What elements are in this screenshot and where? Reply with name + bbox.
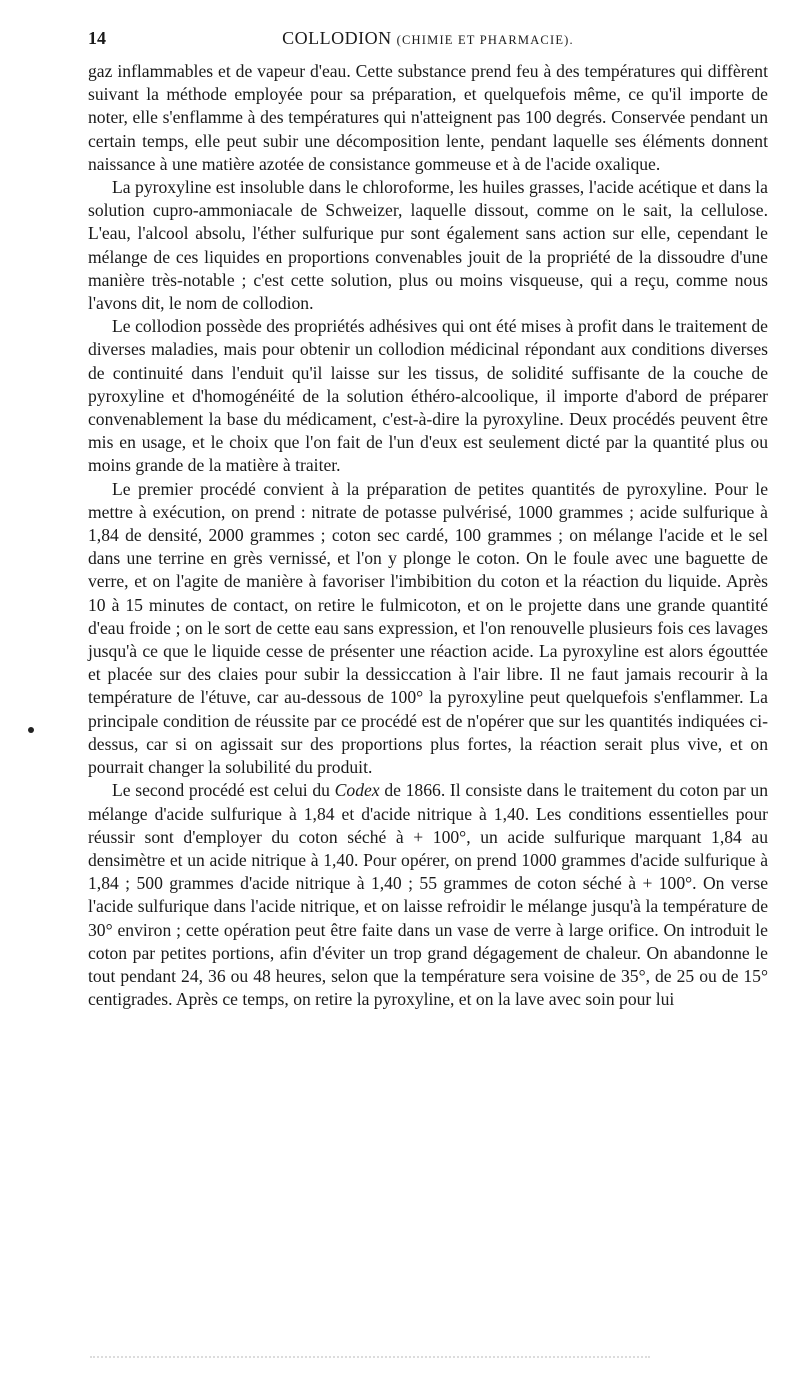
running-title [88,28,768,49]
paragraph-2: La pyroxyline est insoluble dans le chloroforme, les huiles grasses, l'acide acétique et dans la solution cupro-ammoniacale de Schweizer, laquelle dissout, comme on le sait, la cellulose. L'eau, l'alcool absolu, l'éther sulfurique pur sont également sans action sur elle, cependant le mélange de ces liquides en proportions convenables jouit de la propriété de la dissoudre d'une manière très-notable ; c'est cette solution, plus ou moins visqueuse, qui a reçu, comme nous l'avons dit, le nom de collodion. [88,177,768,314]
paragraph-5 [88,779,768,1011]
paragraph-1: gaz inflammables et de vapeur d'eau. Cette substance prend feu à des températures qui diffèrent suivant la méthode employée pour sa préparation, et quelquefois même, ce qu'il importe de noter, elle s'enflamme à des températures qui n'atteignent pas 100 degrés. Conservée pendant un certain temps, elle peut subir une décomposition lente, pendant laquelle ses éléments donnent naissance à une matière azotée de consistance gommeuse et à de l'acide oxalique. [88,61,768,174]
paragraph-5-start: Le second procédé est celui du [112,780,335,801]
codex-title: Codex [334,780,380,801]
paragraph-4: Le premier procédé convient à la préparation de petites quantités de pyroxyline. Pour le mettre à exécution, on prend : nitrate de potasse pulvérisé, 1000 grammes ; acide sulfurique à 1,84 de densité, 2000 grammes ; coton sec cardé, 100 grammes ; on mélange l'acide et le sel dans une terrine en grès vernissé, et l'on y plonge le coton. On le foule avec une baguette de verre, et on l'agite de manière à favoriser l'imbibition du coton et la réaction du liquide. Après 10 à 15 minutes de contact, on retire le fulmicoton, et on le projette dans une grande quantité d'eau froide ; on le sort de cette eau sans expression, et l'on renouvelle plusieurs fois ces lavages jusqu'à ce que le liquide cesse de présenter une réaction acide. La pyroxyline est alors égouttée et placée sur des claies pour subir la dessiccation à l'air libre. Il ne faut jamais recourir à la température de l'étuve, car au-dessous de 100° la pyroxyline peut quelquefois s'enflammer. La principale condition de réussite par ce procédé est de n'opérer que sur les quantités indiquées ci-dessus, car si on agissait sur des proportions plus fortes, la réaction serait plus vive, et on pourrait changer la solubilité du produit. [88,478,768,778]
paragraph-3: Le collodion possède des propriétés adhésives qui ont été mises à profit dans le traitement de diverses maladies, mais pour obtenir un collodion médicinal répondant aux conditions diverses de continuité dans l'enduit qu'il laisse sur les tissus, de solidité suffisante de la couche de pyroxyline et d'homogénéité de la solution éthéro-alcoolique, il importe d'abord de préparer convenablement la base du médicament, c'est-à-dire la pyroxyline. Deux procédés peuvent être mis en usage, et le choix que l'on fait de l'un d'eux est seulement dicté par la quantité plus ou moins grande de la matière à traiter. [88,316,768,476]
page-number: 14 [88,28,106,48]
page-footer-specks [90,1356,650,1364]
running-title-sub: (CHIMIE ET PHARMACIE). [396,33,574,47]
page-header [88,28,768,52]
body-text [88,60,768,1011]
paragraph-5-rest: de 1866. Il consiste dans le traitement du coton par un mélange d'acide sulfurique à 1,84 et d'acide nitrique à 1,40. Les conditions essentielles pour réussir sont d'employer du coton séché à + 100°, un acide sulfurique marquant 1,84 au densimètre et un acide nitrique à 1,40. Pour opérer, on prend 1000 grammes d'acide sulfurique à 1,84 ; 500 grammes d'acide nitrique à 1,40 ; 55 grammes de coton séché à + 100°. On verse l'acide sulfurique dans l'acide nitrique, et on laisse refroidir le mélange jusqu'à la température de 30° environ ; cette opération peut être faite dans un vase de verre à large orifice. On introduit le coton par petites portions, afin d'éviter un trop grand dégagement de chaleur. On abandonne le tout pendant 24, 36 ou 48 heures, selon que la température sera voisine de 35°, de 25 ou de 15° centigrades. Après ce temps, on retire la pyroxyline, et on la lave avec soin pour lui [88,780,768,1010]
margin-dot-mark [28,727,34,733]
running-title-main: COLLODION [282,28,392,48]
